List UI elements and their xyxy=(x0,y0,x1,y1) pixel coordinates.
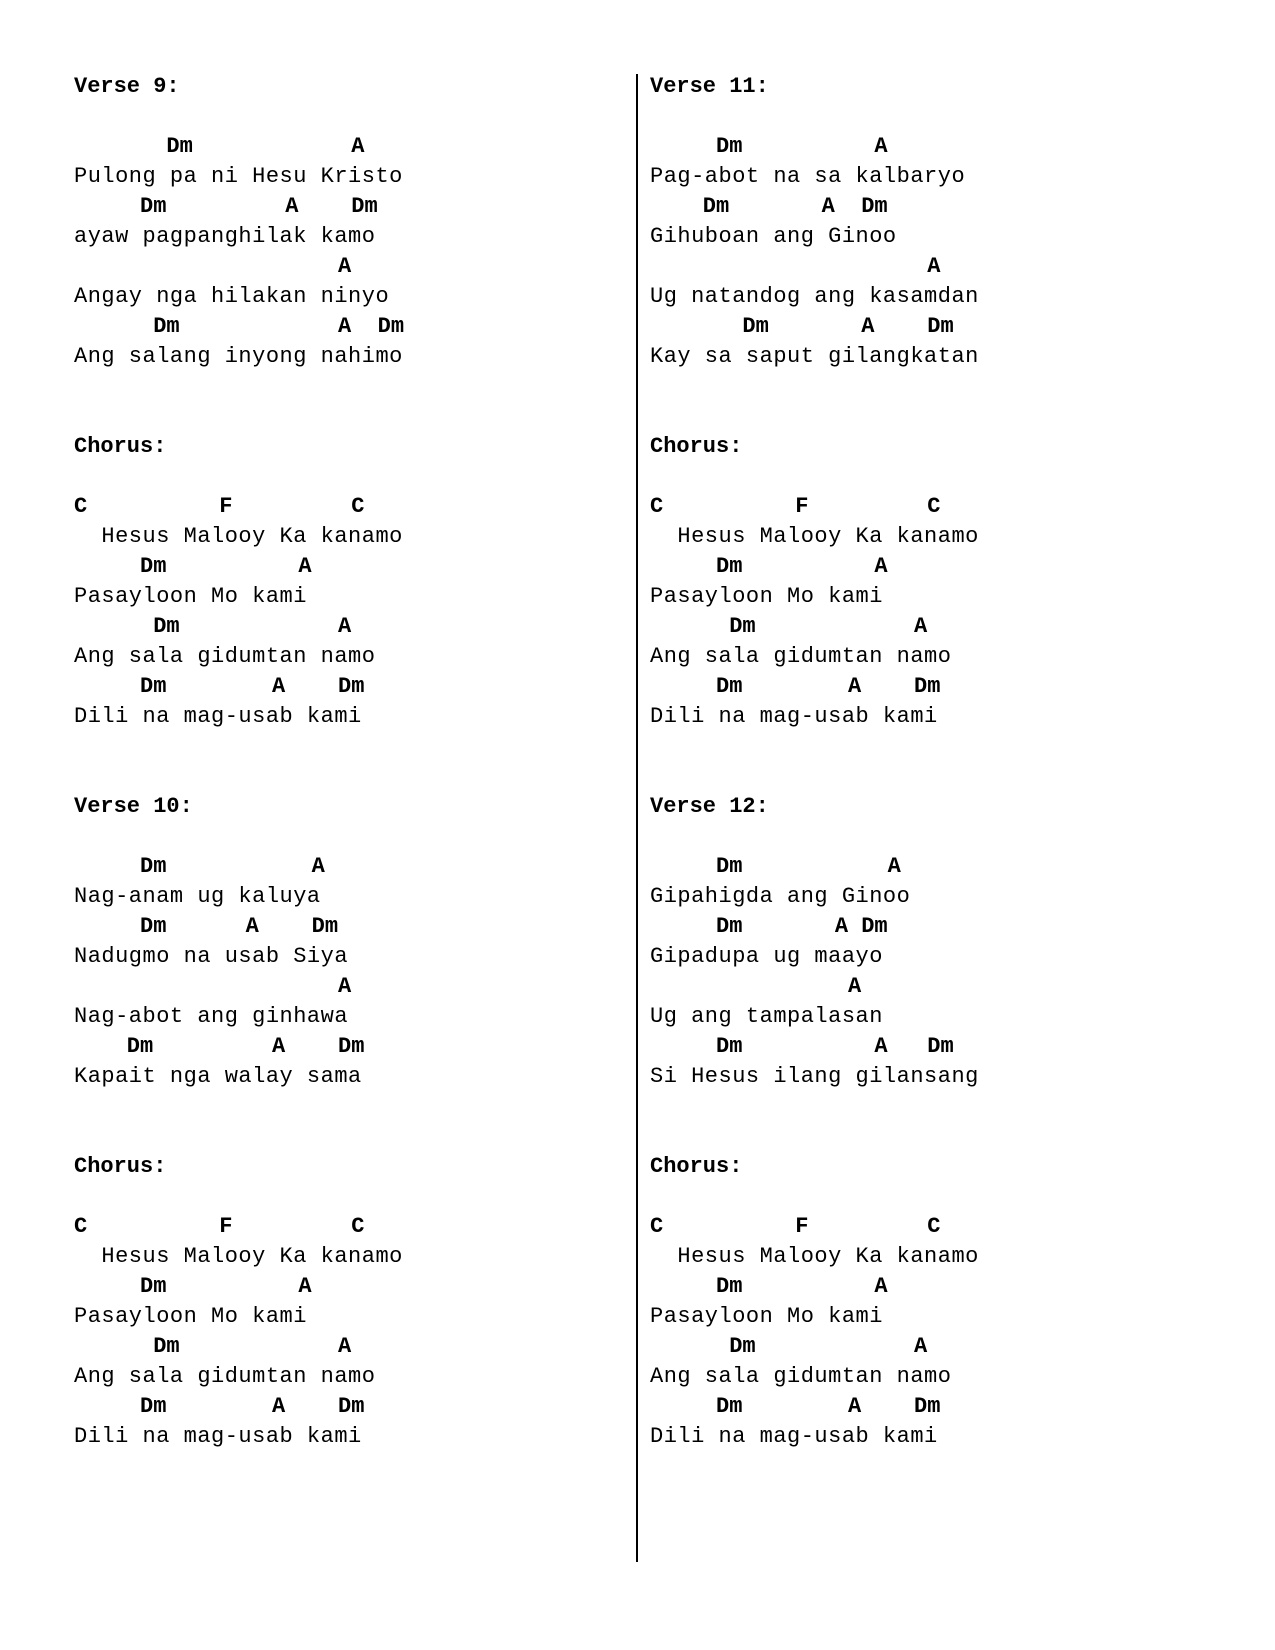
chord-line: Dm A xyxy=(650,1274,888,1299)
lyric-line: Ang sala gidumtan namo xyxy=(650,1364,952,1389)
chord-line: Dm A Dm xyxy=(74,674,365,699)
lyric-line: Ang sala gidumtan namo xyxy=(650,644,952,669)
chord-line: C F C xyxy=(74,494,365,519)
chord-line: Dm A xyxy=(74,134,365,159)
lyric-line: Nadugmo na usab Siya xyxy=(74,944,349,969)
lyric-line: Dili na mag-usab kami xyxy=(74,704,362,729)
section-heading: Verse 11: xyxy=(650,74,769,99)
lyric-line: Gipadupa ug maayo xyxy=(650,944,883,969)
chord-line: Dm A xyxy=(74,554,312,579)
section-heading: Verse 10: xyxy=(74,794,193,819)
lyric-line: ayaw pagpanghilak kamo xyxy=(74,224,376,249)
section-verse-10 xyxy=(74,792,594,1092)
lyric-line: Dili na mag-usab kami xyxy=(650,1424,938,1449)
chord-line: Dm A Dm xyxy=(74,1034,365,1059)
chord-line: Dm A xyxy=(650,134,888,159)
section-heading: Chorus: xyxy=(74,434,167,459)
lyric-line: Ug ang tampalasan xyxy=(650,1004,883,1029)
lyric-line: Pulong pa ni Hesu Kristo xyxy=(74,164,403,189)
chord-line: Dm A xyxy=(74,1274,312,1299)
lyric-line: Nag-abot ang ginhawa xyxy=(74,1004,349,1029)
section-chorus xyxy=(74,1152,594,1452)
chord-line: A xyxy=(650,974,862,999)
section-heading: Chorus: xyxy=(74,1154,167,1179)
section-verse-9 xyxy=(74,72,594,372)
lyric-line: Ang salang inyong nahimo xyxy=(74,344,403,369)
lyric-line: Ang sala gidumtan namo xyxy=(74,1364,376,1389)
lyric-line: Ug natandog ang kasamdan xyxy=(650,284,979,309)
lyric-line: Pasayloon Mo kami xyxy=(74,584,307,609)
lyric-line: Pasayloon Mo kami xyxy=(650,584,883,609)
chord-line: A xyxy=(74,254,352,279)
chord-line: Dm A xyxy=(650,854,901,879)
chord-line: Dm A xyxy=(74,854,325,879)
chord-line: Dm A Dm xyxy=(650,914,888,939)
chord-line: C F C xyxy=(650,1214,941,1239)
lyric-line: Dili na mag-usab kami xyxy=(74,1424,362,1449)
lyric-line: Hesus Malooy Ka kanamo xyxy=(650,1244,979,1269)
lyric-line: Gihuboan ang Ginoo xyxy=(650,224,897,249)
section-chorus xyxy=(650,1152,1170,1452)
lyric-line: Pag-abot na sa kalbaryo xyxy=(650,164,966,189)
right-column xyxy=(650,72,1170,1452)
chord-line: Dm A xyxy=(650,554,888,579)
lyric-line: Nag-anam ug kaluya xyxy=(74,884,321,909)
lyric-line: Dili na mag-usab kami xyxy=(650,704,938,729)
chord-line: Dm A Dm xyxy=(650,674,941,699)
section-heading: Chorus: xyxy=(650,434,743,459)
lyric-line: Kapait nga walay sama xyxy=(74,1064,362,1089)
chord-line: C F C xyxy=(74,1214,365,1239)
lyric-line: Kay sa saput gilangkatan xyxy=(650,344,979,369)
chord-line: Dm A Dm xyxy=(650,314,954,339)
section-verse-12 xyxy=(650,792,1170,1092)
lyric-line: Hesus Malooy Ka kanamo xyxy=(650,524,979,549)
chord-line: Dm A Dm xyxy=(74,314,405,339)
left-column xyxy=(74,72,594,1452)
chord-line: A xyxy=(74,974,352,999)
lyric-line: Pasayloon Mo kami xyxy=(650,1304,883,1329)
chord-line: Dm A Dm xyxy=(74,194,378,219)
chord-line: Dm A Dm xyxy=(74,1394,365,1419)
lyric-line: Gipahigda ang Ginoo xyxy=(650,884,911,909)
section-chorus xyxy=(650,432,1170,732)
lyric-line: Si Hesus ilang gilansang xyxy=(650,1064,979,1089)
section-heading: Chorus: xyxy=(650,1154,743,1179)
lyric-line: Pasayloon Mo kami xyxy=(74,1304,307,1329)
lyric-line: Ang sala gidumtan namo xyxy=(74,644,376,669)
column-divider xyxy=(636,74,638,1562)
chord-line: Dm A xyxy=(650,1334,928,1359)
chord-line: Dm A Dm xyxy=(74,914,339,939)
lyric-line: Hesus Malooy Ka kanamo xyxy=(74,524,403,549)
chord-line: Dm A xyxy=(74,1334,352,1359)
lyric-line: Hesus Malooy Ka kanamo xyxy=(74,1244,403,1269)
chord-line: Dm A Dm xyxy=(650,1394,941,1419)
lyric-line: Angay nga hilakan ninyo xyxy=(74,284,390,309)
section-chorus xyxy=(74,432,594,732)
chord-line: Dm A xyxy=(74,614,352,639)
section-heading: Verse 9: xyxy=(74,74,180,99)
chord-line: Dm A Dm xyxy=(650,1034,954,1059)
chord-line: A xyxy=(650,254,941,279)
chord-line: C F C xyxy=(650,494,941,519)
section-verse-11 xyxy=(650,72,1170,372)
section-heading: Verse 12: xyxy=(650,794,769,819)
chord-line: Dm A Dm xyxy=(650,194,888,219)
chord-line: Dm A xyxy=(650,614,928,639)
